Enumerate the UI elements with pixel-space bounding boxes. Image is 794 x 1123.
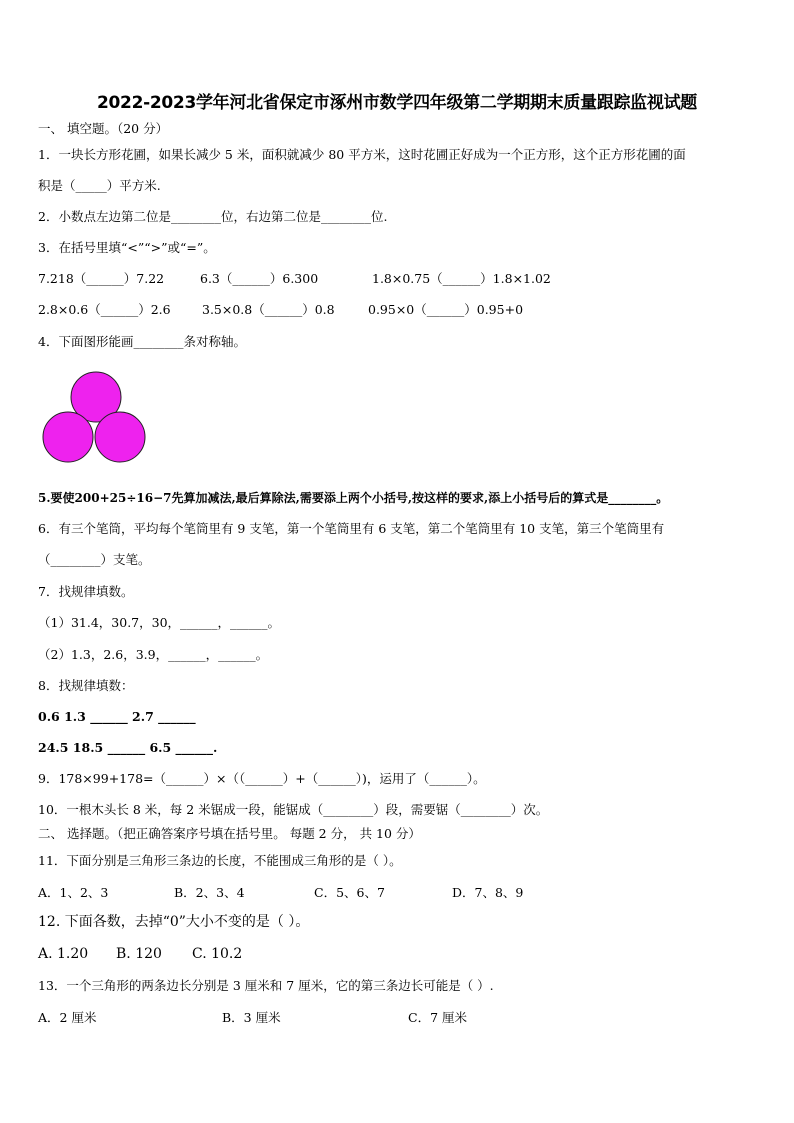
question-8-part-1: 0.6 1.3 ______ 2.7 ______ [38, 709, 196, 724]
section-1-heading: 一、 填空题。（20 分） [38, 121, 169, 136]
question-12: 12. 下面各数，去掉“0”大小不变的是（ ）。 [38, 914, 310, 930]
circle-bottom-right [95, 412, 145, 462]
question-7-part-2: （2）1.3，2.6，3.9，______，______。 [38, 647, 269, 662]
question-1-line-1: 1．一块长方形花圃，如果长减少 5 米，面积就减少 80 平方米，这时花圃正好成为一个正方形，这个正方形花圃的面 [38, 147, 686, 162]
question-3-item: 7.218（______）7.22 [38, 271, 165, 286]
question-11: 11．下面分别是三角形三条边的长度，不能围成三角形的是（ ）。 [38, 853, 402, 868]
question-7-part-1: （1）31.4，30.7，30，______，______。 [38, 615, 281, 630]
question-9: 9．178×99+178=（______）×（（______）+（______）)，运用了（______）。 [38, 771, 486, 786]
question-1-line-2: 积是（_____）平方米. [38, 178, 161, 193]
question-2: 2．小数点左边第二位是________位，右边第二位是________位. [38, 209, 388, 224]
question-6-line-2: （________）支笔。 [38, 552, 151, 567]
option-a: A. 1.20 [38, 946, 89, 962]
question-3-item: 3.5×0.8（______）0.8 [202, 302, 335, 317]
option-c: C．5、6、7 [314, 885, 385, 900]
question-3-item: 2.8×0.6（______）2.6 [38, 302, 171, 317]
question-8-part-2: 24.5 18.5 ______ 6.5 ______. [38, 740, 218, 755]
question-8: 8．找规律填数： [38, 678, 134, 693]
option-b: B．3 厘米 [222, 1010, 281, 1025]
section-2-heading: 二、 选择题。（把正确答案序号填在括号里。 每题 2 分， 共 10 分） [38, 826, 421, 841]
circle-bottom-left [43, 412, 93, 462]
question-13: 13．一个三角形的两条边长分别是 3 厘米和 7 厘米，它的第三条边长可能是（ ）. [38, 978, 494, 993]
option-a: A．2 厘米 [38, 1010, 97, 1025]
option-b: B．2、3、4 [174, 885, 245, 900]
question-7: 7．找规律填数。 [38, 584, 134, 599]
question-3-item: 6.3（______）6.300 [200, 271, 319, 286]
option-a: A．1、2、3 [38, 885, 109, 900]
option-c: C. 10.2 [192, 946, 243, 962]
question-6-line-1: 6．有三个笔筒，平均每个笔筒里有 9 支笔，第一个笔筒里有 6 支笔，第二个笔筒里有 10 支笔，第三个笔筒里有 [38, 521, 665, 536]
three-circles-figure [40, 370, 152, 466]
page-title: 2022-2023学年河北省保定市涿州市数学四年级第二学期期末质量跟踪监视试题 [97, 93, 697, 113]
question-3-item: 0.95×0（______）0.95+0 [368, 302, 524, 317]
question-3-item: 1.8×0.75（______）1.8×1.02 [372, 271, 551, 286]
question-5: 5.要使200+25÷16−7先算加减法,最后算除法,需要添上两个小括号,按这样的要求,添上小括号后的算式是________。 [38, 491, 669, 505]
question-3: 3．在括号里填“<”“>”或“=”。 [38, 240, 216, 255]
option-d: D．7、8、9 [452, 885, 524, 900]
option-b: B. 120 [116, 946, 162, 962]
question-4: 4．下面图形能画________条对称轴。 [38, 334, 246, 349]
question-10: 10．一根木头长 8 米，每 2 米锯成一段，能锯成（________）段，需要锯（________）次。 [38, 802, 549, 817]
option-c: C．7 厘米 [408, 1010, 467, 1025]
